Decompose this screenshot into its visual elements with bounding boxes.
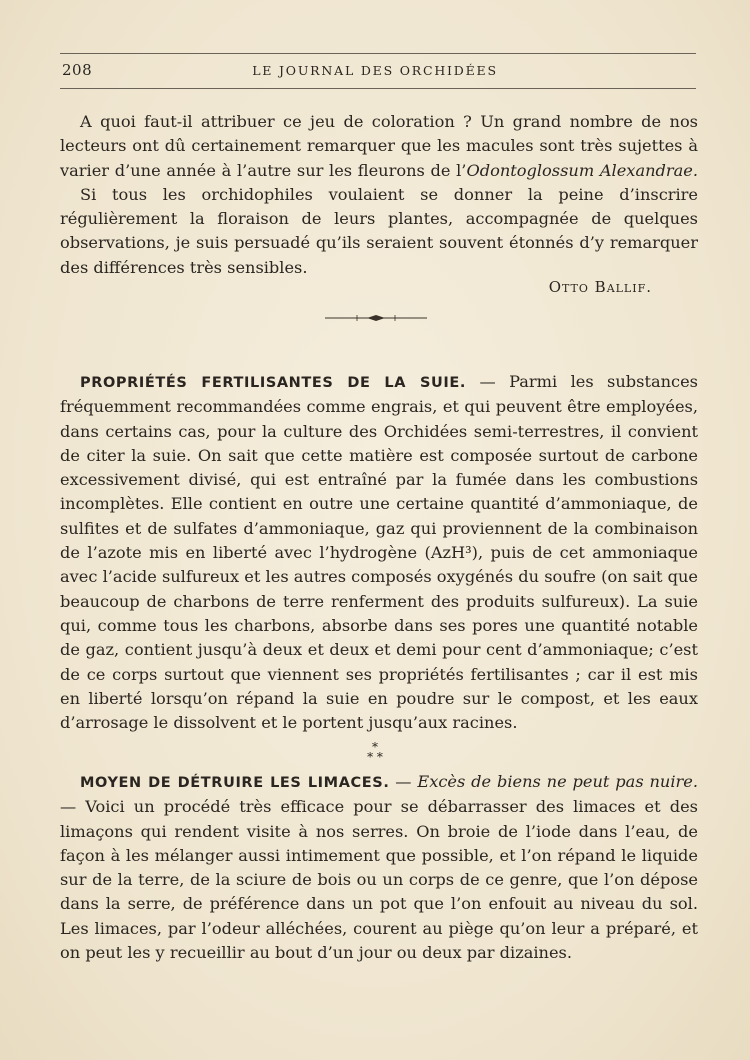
article-2-text <box>60 370 698 735</box>
asterism-top: * <box>372 740 378 754</box>
article-3-paragraph <box>60 770 698 965</box>
article-3-proverb: Excès de biens ne peut pas nuire. <box>417 772 698 791</box>
article-1-p1-text: A quoi faut-il attribuer ce jeu de coloration ? Un grand nombre de nos lecteurs ont dû certainement remarquer que les macules sont très sujettes à varier d’une année à l’autre sur les fleurons de l’ <box>60 112 698 180</box>
asterism-separator <box>355 742 395 768</box>
article-3-heading: MOYEN DE DÉTRUIRE LES LIMACES. <box>80 775 390 791</box>
header-top-rule <box>60 53 696 54</box>
ornamental-divider <box>323 311 429 325</box>
article-3-dash: — <box>389 772 418 791</box>
author-signature: Otto Ballif. <box>548 278 652 296</box>
species-name: Odontoglossum Alexandrae. <box>466 160 698 180</box>
article-1-paragraph-1 <box>60 110 698 183</box>
article-3-body: — Voici un procédé très efficace pour se débarrasser des limaces et des limaçons qui rendent visite à nos serres. On broie de l’iode dans l’eau, de façon à les mélanger aussi intimement que possible, et l’on répand le liquide sur de la terre, de la sciure de bois ou un corps de ce genre, que l’on dépose dans la serre, de préférence dans un pot que l’on enfouit au niveau du sol. Les limaces, par l’odeur alléchées, courent au piège qu’on leur a préparé, et on peut les y recueillir au bout d’un jour ou deux par dizaines. <box>60 797 698 963</box>
article-2-heading: PROPRIÉTÉS FERTILISANTES DE LA SUIE. <box>80 375 467 391</box>
article-1-text <box>60 110 698 280</box>
article-2-paragraph <box>60 370 698 735</box>
running-title: LE JOURNAL DES ORCHIDÉES <box>252 63 498 78</box>
page-number: 208 <box>62 61 93 79</box>
header-bottom-rule <box>60 88 696 89</box>
asterism-bottom: * * <box>367 750 383 764</box>
article-1-paragraph-2: Si tous les orchidophiles voulaient se donner la peine d’inscrire régulièrement la floraison de leurs plantes, accompagnée de quelques observations, je suis persuadé qu’ils seraient souvent étonnés d’y remarquer des différences très sensibles. <box>60 184 698 277</box>
article-2-body: — Parmi les substances fréquemment recommandées comme engrais, et qui peuvent être employées, dans certains cas, pour la culture des Orchidées semi-terrestres, il convient de citer la suie. On sait que cette matière est composée surtout de carbone excessivement divisé, qui est entraîné par la fumée dans les combustions incomplètes. Elle contient en outre une certaine quantité d’ammoniaque, de sulfites et de sulfates d’ammoniaque, gaz qui proviennent de la combinaison de l’azote mis en liberté avec l’hydrogène (AzH³), puis de cet ammoniaque avec l’acide sulfureux et les autres composés oxygénés du soufre (on sait que beaucoup de charbons de terre renferment des produits sulfureux). La suie qui, comme tous les charbons, absorbe dans ses pores une quantité notable de gaz, contient jusqu’à deux et deux et demi pour cent d’ammoniaque; c’est de ce corps surtout que viennent ses propriétés fertilisantes ; car il est mis en liberté lorsqu’on répand la suie en poudre sur le compost, et les eaux d’arrosage le dissolvent et le portent jusqu’aux racines. <box>60 372 698 733</box>
article-3-text <box>60 770 698 965</box>
